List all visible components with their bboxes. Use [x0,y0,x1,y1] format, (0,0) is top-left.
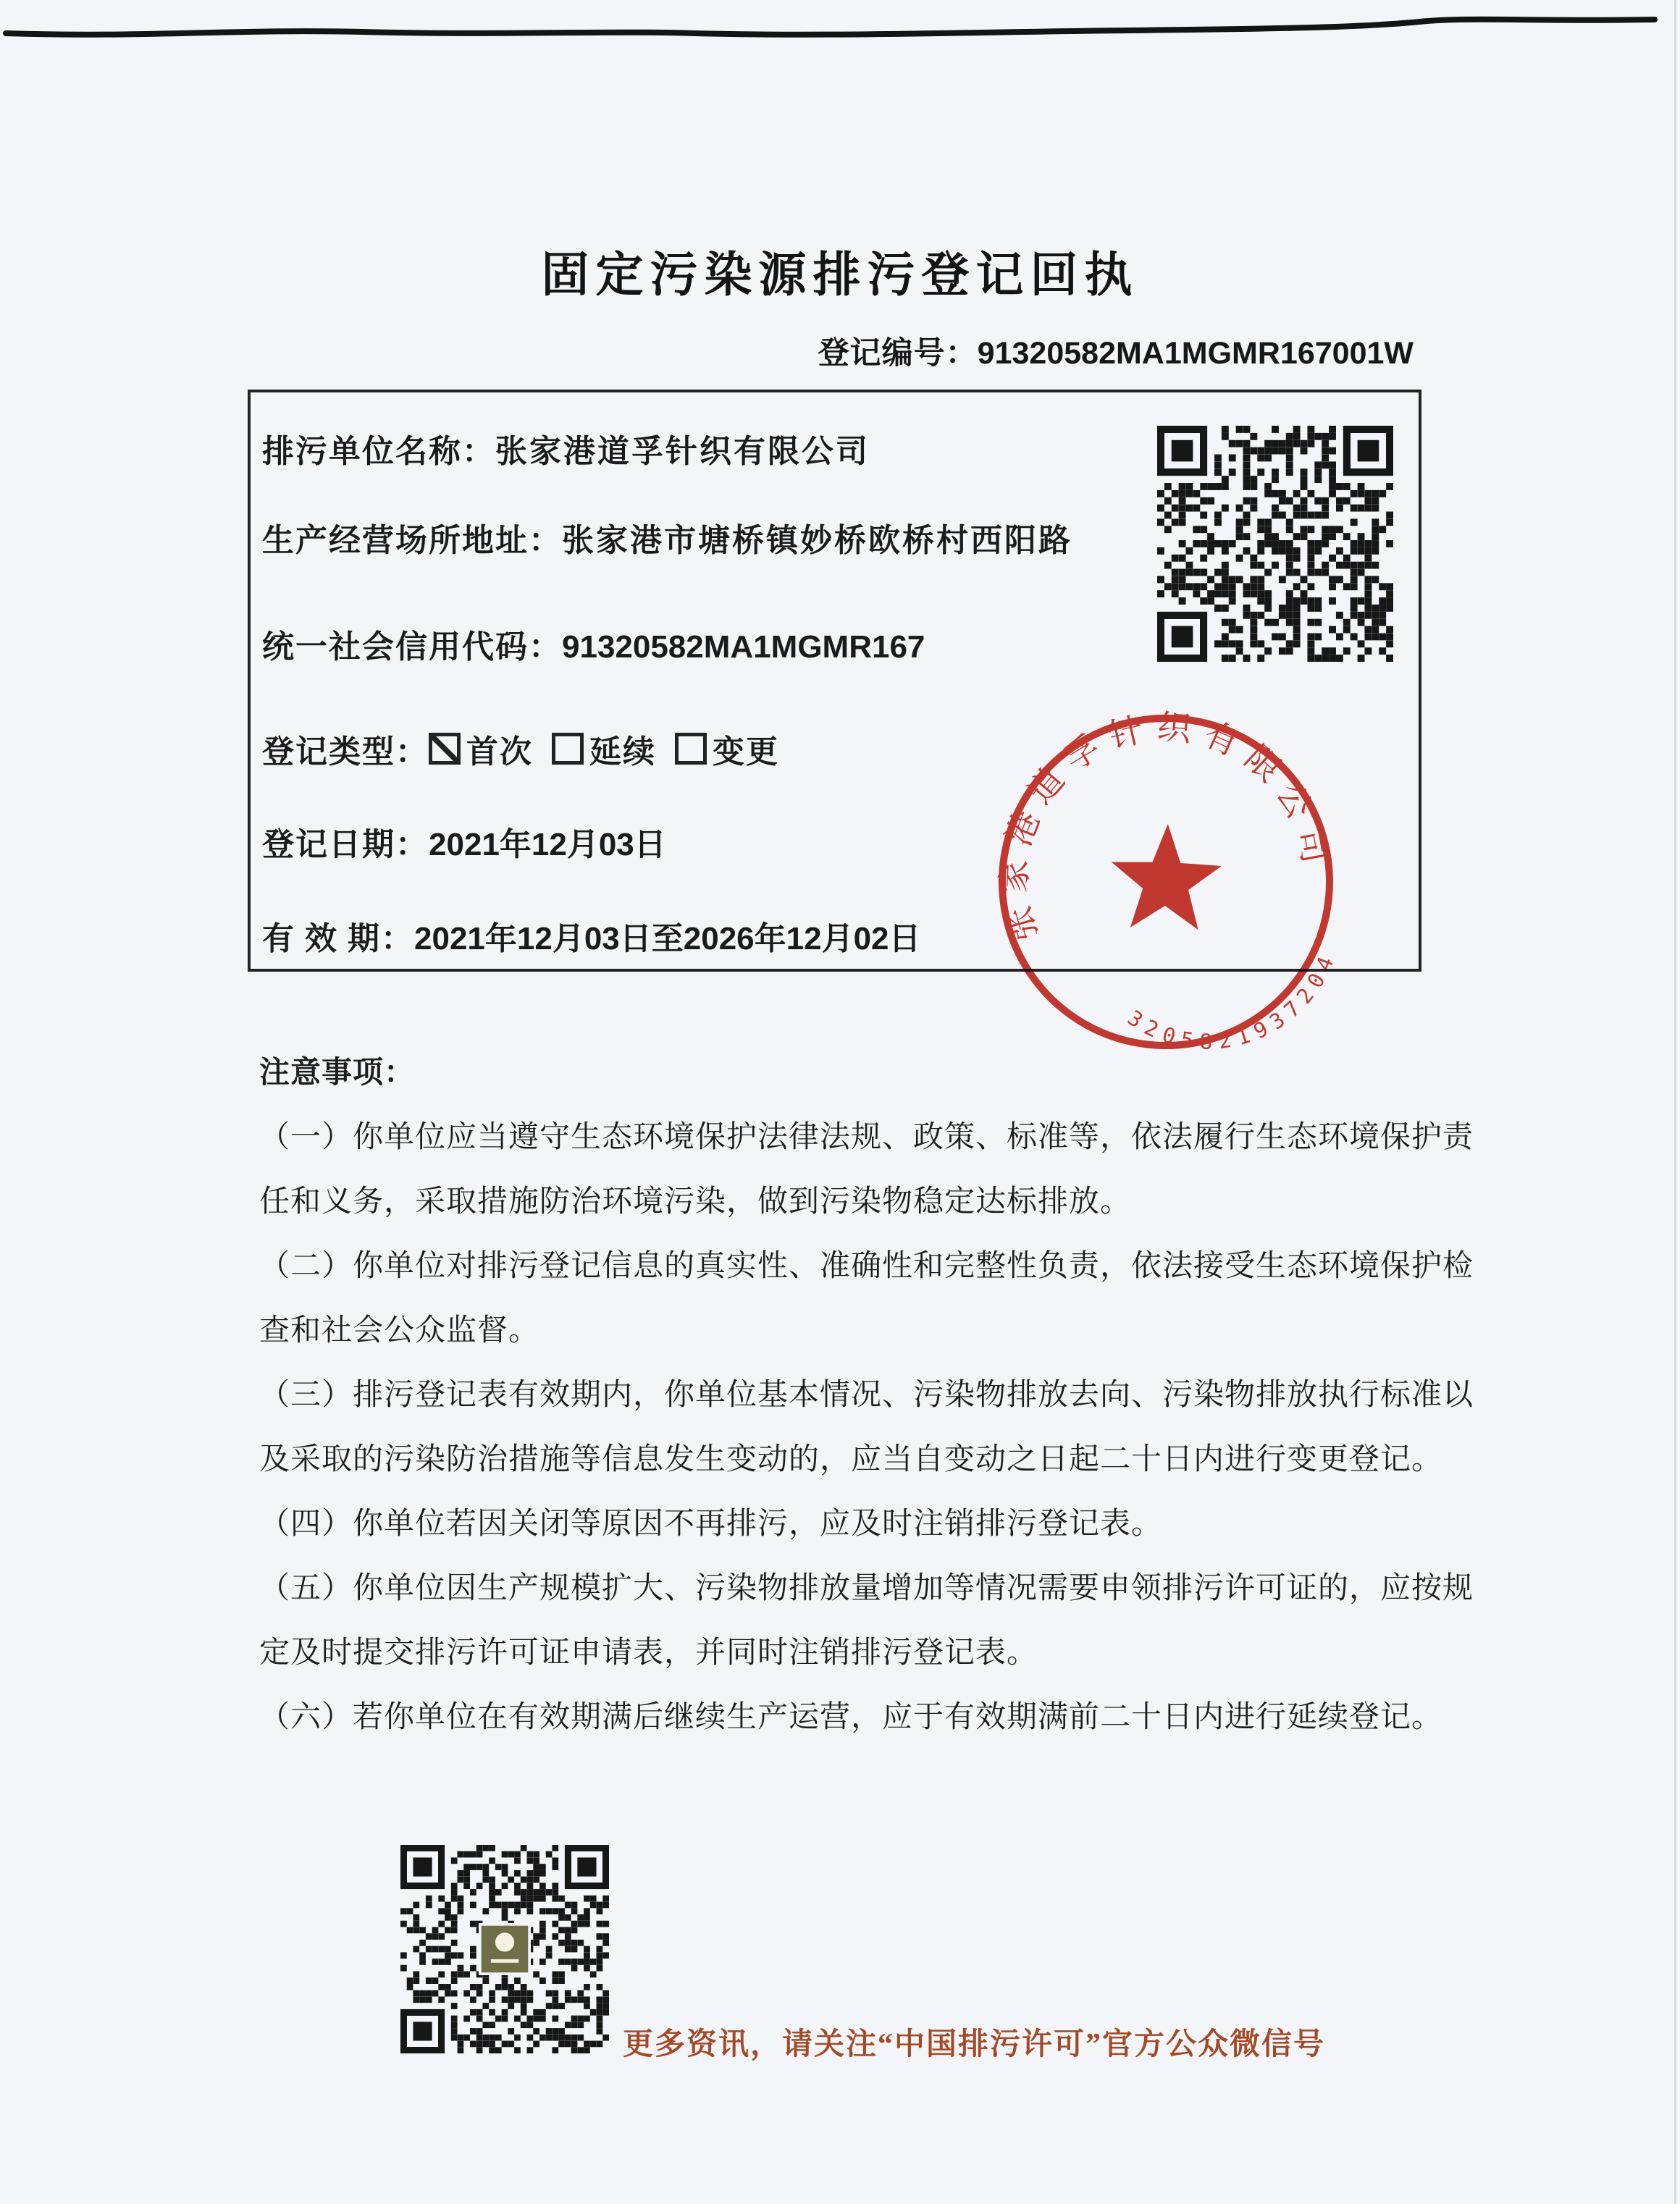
registration-number-label: 登记编号： [818,337,978,371]
registration-date-field [262,818,666,865]
validity-label: 有 效 期： [262,921,414,956]
type-option-first: 首次 [429,734,533,770]
validity-value: 2021年12月03日至2026年12月02日 [414,921,921,956]
checkbox-checked-icon [429,733,461,765]
notes-section [259,1041,1474,1750]
checkbox-empty-icon [675,733,707,765]
registration-type-label: 登记类型： [262,734,429,770]
address-field [262,514,1072,560]
note-line: 定及时提交排污许可证申请表，并同时注销排污登记表。 [259,1636,1038,1670]
unit-name-field [262,425,870,471]
validity-field [262,912,921,959]
registration-info-box [248,390,1421,972]
note-line: （二）你单位对排污登记信息的真实性、准确性和完整性负责，依法接受生态环境保护检 [259,1250,1474,1283]
credit-code-field [262,621,925,667]
scan-edge-artifact [1674,0,1676,2204]
note-line: 及采取的污染防治措施等信息发生变动的，应当自变动之日起二十日内进行变更登记。 [259,1443,1443,1476]
registration-type-field [262,725,798,772]
registration-number-value: 91320582MA1MGMR167001W [977,336,1414,371]
note-line: （一）你单位应当遵守生态环境保护法律法规、政策、标准等，依法履行生态环境保护责 [259,1121,1474,1154]
note-line: 任和义务，采取措施防治环境污染，做到污染物稳定达标排放。 [259,1185,1132,1219]
wechat-qr-code [400,1845,609,2053]
note-line: （四）你单位若因关闭等原因不再排污，应及时注销排污登记表。 [259,1507,1163,1541]
note-line: 查和社会公众监督。 [259,1314,540,1347]
note-line: （三）排污登记表有效期内，你单位基本情况、污染物排放去向、污染物排放执行标准以 [259,1379,1474,1412]
note-line: （五）你单位因生产规模扩大、污染物排放量增加等情况需要申领排污许可证的，应按规 [259,1572,1474,1605]
wechat-caption: 更多资讯，请关注“中国排污许可”官方公众微信号 [623,2028,1326,2061]
address-label: 生产经营场所地址： [262,523,562,558]
credit-code-value: 91320582MA1MGMR167 [562,629,925,665]
unit-name-value: 张家港道孚针织有限公司 [495,434,870,469]
type-option-change: 变更 [675,734,779,770]
notes-heading: 注意事项： [259,1056,416,1090]
note-line: （六）若你单位在有效期满后继续生产运营，应于有效期满前二十日内进行延续登记。 [259,1701,1443,1734]
stamp-serial-number: 3205821937204 [1123,946,1341,1054]
page-title: 固定污染源排污登记回执 [541,249,1139,302]
registration-number [818,329,1414,373]
type-option-renewal: 延续 [552,734,656,770]
address-value: 张家港市塘桥镇妙桥欧桥村西阳路 [562,523,1072,558]
unit-name-label: 排污单位名称： [262,434,495,469]
credit-code-label: 统一社会信用代码： [262,629,562,665]
checkbox-empty-icon [552,733,584,765]
registration-qr-code [1157,426,1393,662]
stamp-company-name: 张家港道孚针织有限公司 [995,708,1335,946]
registration-date-value: 2021年12月03日 [429,827,666,862]
scan-artifact-line [0,0,1680,65]
registration-date-label: 登记日期： [262,827,429,862]
